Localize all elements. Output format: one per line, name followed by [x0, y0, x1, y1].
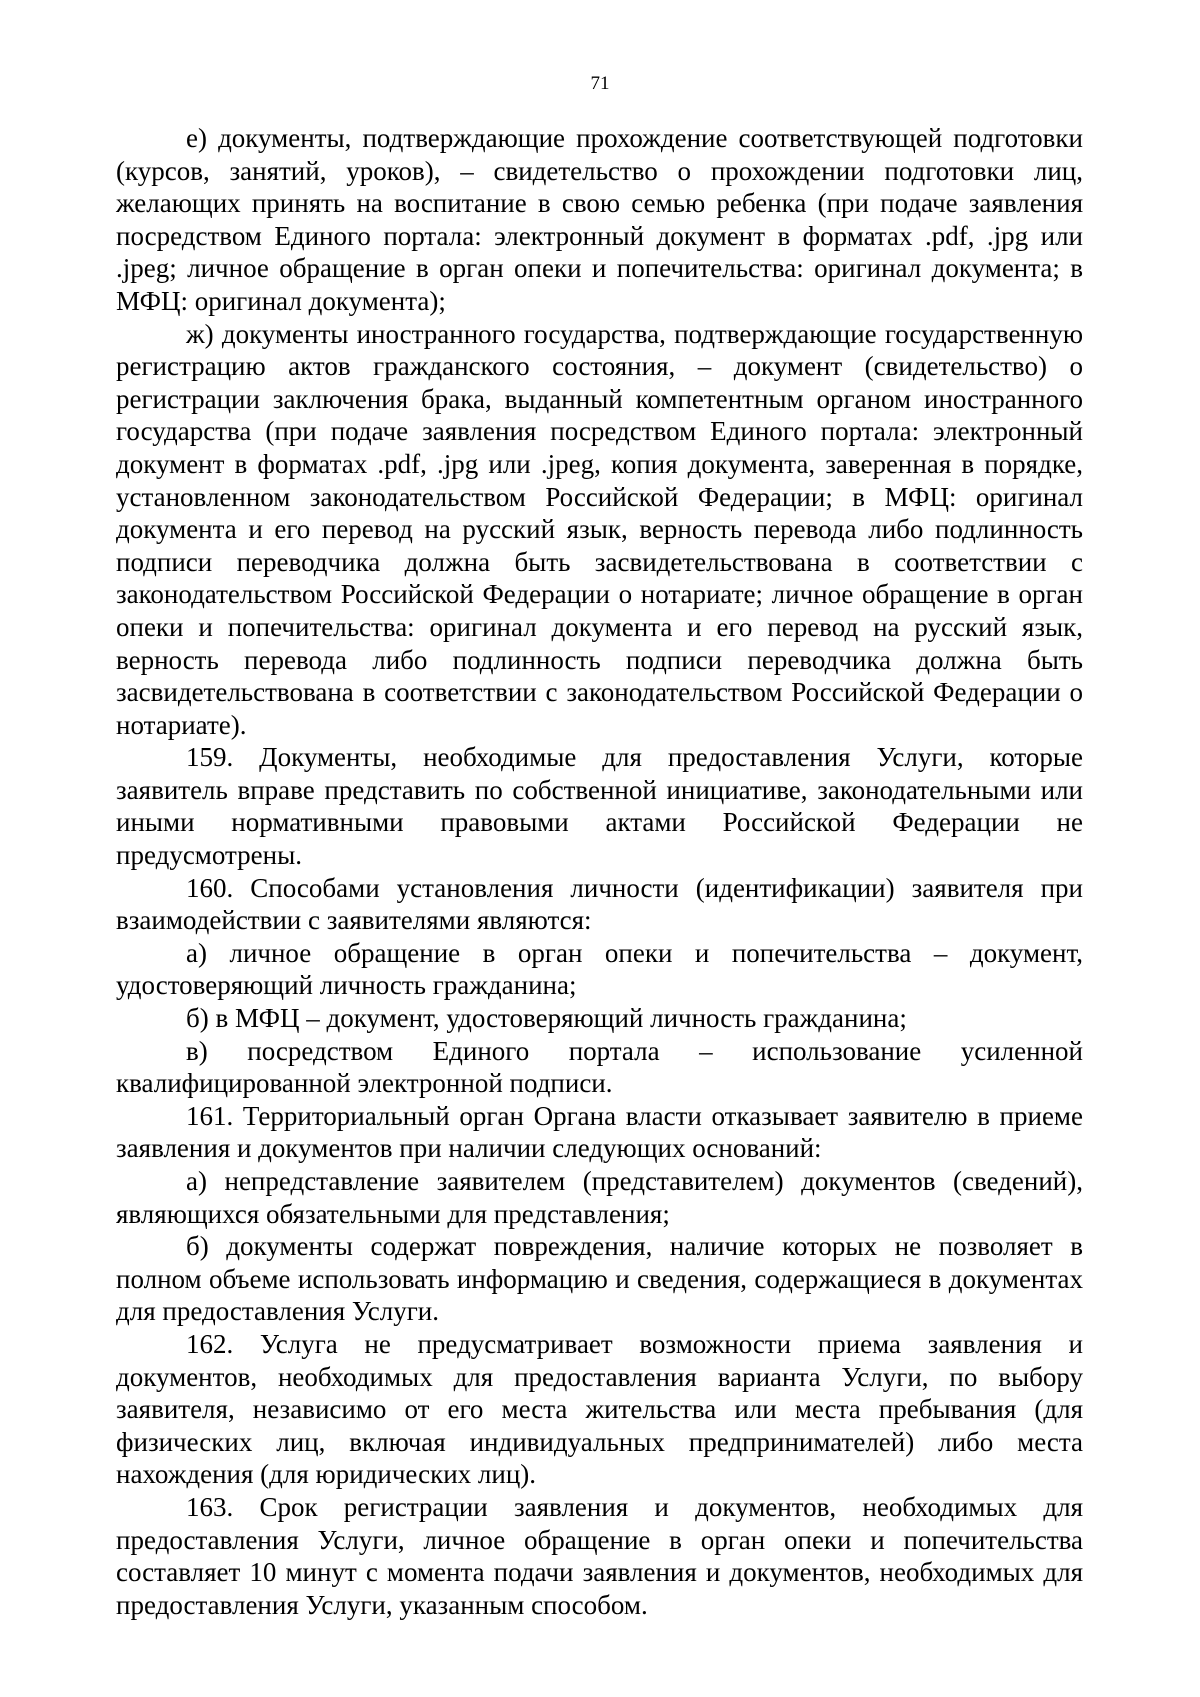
paragraph-clause-161-a: а) непредставление заявителем (представителем) документов (сведений), являющихся обязательными для представления; [116, 1166, 1083, 1229]
paragraph-clause-159: 159. Документы, необходимые для предоставления Услуги, которые заявитель вправе представить по собственной инициативе, законодательными или иными нормативными правовыми актами Российской Федерации не предусмотрены. [116, 742, 1083, 871]
document-body [116, 122, 1083, 1621]
page-number: 71 [590, 73, 610, 94]
paragraph-clause-161-b: б) документы содержат повреждения, наличие которых не позволяет в полном объеме использовать информацию и сведения, содержащиеся в документах для предоставления Услуги. [116, 1231, 1083, 1327]
paragraph-clause-160: 160. Способами установления личности (идентификации) заявителя при взаимодействии с заявителями являются: [116, 872, 1083, 936]
paragraph-item-zh: ж) документы иностранного государства, подтверждающие государственную регистрацию актов гражданского состояния, – документ (свидетельство) о регистрации заключения брака, выданный компетентным органом иностранного государства (при подаче заявления посредством Единого портала: электронный документ в форматах .pdf, .jpg или .jpeg, копия документа, заверенная в порядке, установленном законодательством Российской Федерации; в МФЦ: оригинал документа и его перевод на русский язык, верность перевода либо подлинность подписи переводчика должна быть засвидетельствована в соответствии с законодательством Российской Федерации о нотариате; личное обращение в орган опеки и попечительства: оригинал документа и его перевод на русский язык, верность перевода либо подлинность подписи переводчика должна быть засвидетельствована в соответствии с законодательством Российской Федерации о нотариате). [116, 318, 1083, 740]
paragraph-clause-163: 163. Срок регистрации заявления и документов, необходимых для предоставления Услуги, личное обращение в орган опеки и попечительства составляет 10 минут с момента подачи заявления и документов, необходимых для предоставления Услуги, указанным способом. [116, 1491, 1083, 1620]
paragraph-clause-162: 162. Услуга не предусматривает возможности приема заявления и документов, необходимых для предоставления варианта Услуги, по выбору заявителя, независимо от его места жительства или места пребывания (для физических лиц, включая индивидуальных предпринимателей) либо места нахождения (для юридических лиц). [116, 1328, 1083, 1490]
paragraph-item-e: е) документы, подтверждающие прохождение соответствующей подготовки (курсов, занятий, уроков), – свидетельство о прохождении подготовки лиц, желающих принять на воспитание в свою семью ребенка (при подаче заявления посредством Единого портала: электронный документ в форматах .pdf, .jpg или .jpeg; личное обращение в орган опеки и попечительства: оригинал документа; в МФЦ: оригинал документа); [116, 123, 1083, 316]
paragraph-clause-160-v: в) посредством Единого портала – использование усиленной квалифицированной электронной подписи. [116, 1035, 1083, 1099]
paragraph-clause-161: 161. Территориальный орган Органа власти отказывает заявителю в приеме заявления и документов при наличии следующих оснований: [116, 1100, 1083, 1164]
paragraph-clause-160-a: а) личное обращение в орган опеки и попечительства – документ, удостоверяющий личность гражданина; [116, 937, 1083, 1001]
paragraph-clause-160-b: б) в МФЦ – документ, удостоверяющий личность гражданина; [186, 1003, 907, 1034]
